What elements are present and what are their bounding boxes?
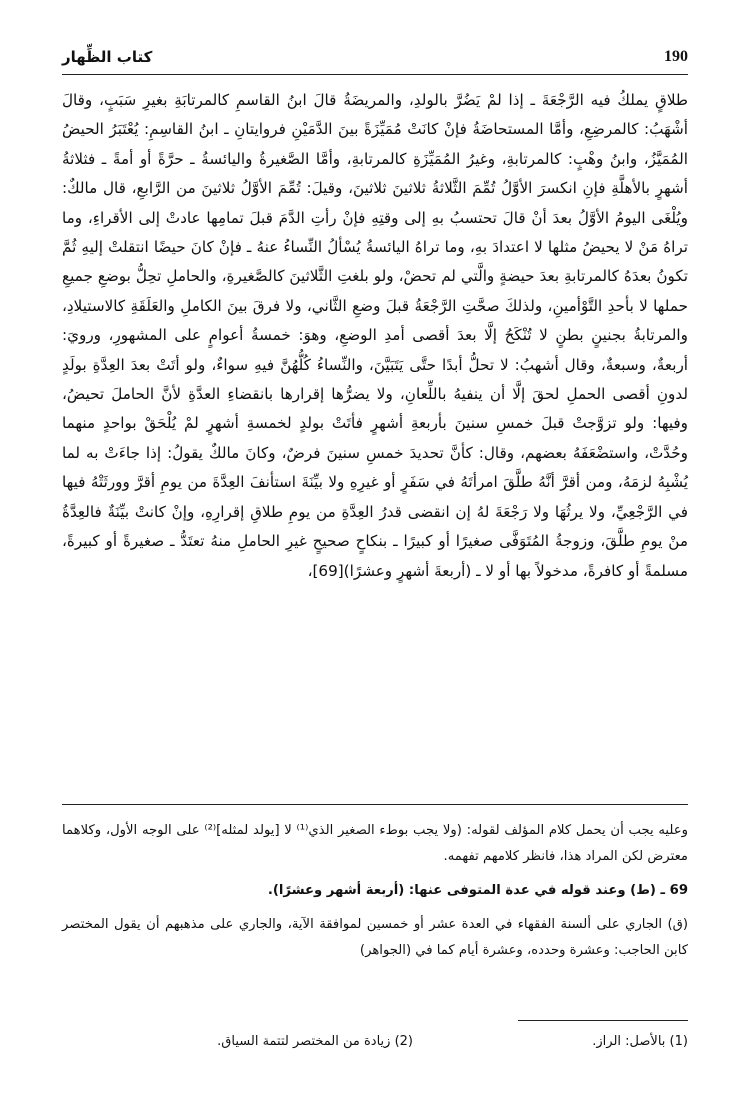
footnote-2: (2) زيادة من المختصر لتتمة السياق. [217, 1034, 413, 1049]
book-title: كتاب الظِّهار [62, 48, 153, 66]
comment-body: (ق) الجاري على ألسنة الفقهاء في العدة عشر أو خمسين لموافقة الآية، والجاري على مذهبهم أن يقول المختصر كابن الحاجب: وعشرة وحدده، وعشرة أيام كما في (الجواهر) [62, 917, 688, 958]
main-paragraph: طلاقٍ يملكُ فيه الرَّجْعَةَ ـ إذا لمْ يَضُرَّ بالولدِ، والمريضَةُ قالَ ابنُ القاسمِ كالمرتابَةِ بغيرِ سَبَبٍ، وقالَ أشْهَبُ: كالمرضِعِ، وأمَّا المستحاضَةُ فإنْ كانَتْ مُمَيِّزَةً بينَ الدَّمَيْنِ فروايتانِ ـ ابنُ القاسِمِ: يُعْتَبَرُ الحيضُ المُمَيَّزُ، وابنُ وهْبٍ: كالمرتابةِ، وغيرُ المُمَيِّزَةِ كالمرتابةِ، وأمَّا الصَّغيرةُ واليائسةُ ـ حرَّةً أو أمةً ـ فثلاثةُ أشهرٍ بالأهلَّةِ فإنِ انكسرَ الأوَّلُ تُمِّمَ الثَّلاثةُ ثلاثينَ ثلاثينَ، وقيلَ: تُمِّمَ الأوَّلُ ثلاثينَ من الرَّابعِ، قال مالكٌ: ويُلْغَى اليومُ الأوَّلُ بعدَ أنْ قالَ تحتسبُ بهِ إلى وقتِهِ فإنْ رأتِ الدَّمَ قبلَ تمامِها عادتْ إلى الأقراءِ، وما تراهُ مَنْ لا يحيضُ مثلها لا اعتدادَ بهِ، وما تراهُ اليائسةُ يُسْألُ النِّساءُ عنهُ ـ فإنْ كانَ حيضًا انتقلتْ إليهِ ثُمَّ تكونُ بعدَهُ كالمرتابةِ بعدَ حيضةٍ والَّتي لم تحضْ، ولو بلغتِ الثَّلاثينَ كالصَّغيرةِ، والحاملِ تحِلُّ بوضعِ جميعِ حملها لا بأحدِ التَّوْأمينِ، ولذلكَ صحَّتِ الرَّجْعَةُ قبلَ وضعِ الثَّاني، ولا فرقَ بينَ الكاملِ والعَلَقَةِ كالاستيلادِ، والمرتابةُ بجنينٍ بطنٍ لا تُنْكَحُ إلَّا بعدَ أقصى أمدِ الوضعِ، وهوَ: خمسةُ أعوامٍ على المشهورِ، ورويَ: أربعةٌ، وسبعةٌ، وقال أشهبُ: لا تحلُّ أبدًا حتَّى يَتَبَيَّنَ، والنِّساءُ كُلُّهُنَّ فيهِ سواءٌ، ولو أتَتْ بعدَ العِدَّةِ بولَدٍ لدونِ أقصى الحملِ لحقَ إلَّا أن ينفيهُ باللِّعانِ، ولا يضرُّها إقرارها بانقضاءِ العدَّةِ لأنَّ الحاملَ تحيضُ، وفيها: ولو تزوَّجتْ قبلَ خمسِ سنينَ بأربعةِ أشهرٍ فأتَتْ بولدٍ لخمسةِ أشهرٍ لمْ يُلْحَقْ بواحدٍ منهما وحُدَّتْ، واستضْعَفَهُ بعضهم، وقال: كأنَّ تحديدَ خمسِ سنينَ فرضٌ، وكانَ مالكٌ يقولُ: إذا جاءَتْ به لما يُشْبِهُ لزمَهُ، ومن أقرَّ أنَّهُ طلَّقَ امرأتَهُ في سَفَرٍ أو غيرِهِ ولا بيِّنَةَ استأنفَ العِدَّةَ من يومِ أقرَّ وورثَتْهُ فيها في الرَّجْعِيِّ، ولا يرثُهَا ولا رَجْعَةَ لهُ إن انقضى قدرُ العِدَّةِ من يومِ طلاقِ إقرارِهِ، وإنْ كانتْ بيِّنَةٌ فالعِدَّةُ منْ يومِ طلَّقَ، وزوجةُ المُتَوَفَّى صغيرًا أو كبيرًا ـ بنكاحٍ صحيحٍ غيرِ الحاملِ منهُ تعتَدُّ ـ صغيرةً أو كبيرةً، مسلمةً أو كافرةً، مدخولاً بها أو لا ـ (أربعةَ أشهرٍ وعشرًا)[69]، [62, 91, 688, 580]
running-header [62, 40, 688, 75]
page-number: 190 [664, 48, 688, 65]
document-page [62, 40, 688, 1070]
note-continuation: وعليه يجب أن يحمل كلام المؤلف لقوله: (ولا يجب بوطء الصغير الذي⁽¹⁾ لا [يولد لمثله]⁽²⁾ على الوجه الأول، وكلاهما معترض لكن المراد هذا، فانظر كلامهم تفهمه. [62, 823, 688, 864]
footnotes [62, 1030, 688, 1054]
footnote-1: (1) بالأصل: الراز. [592, 1034, 688, 1049]
main-text [62, 86, 688, 586]
footnotes-divider [518, 1020, 688, 1021]
notes-divider [62, 804, 688, 805]
comment-heading-line [62, 878, 688, 904]
comment-number: 69 ـ [660, 883, 688, 898]
notes-section [62, 818, 688, 972]
comment-heading: (ط) وعند قوله في عدة المتوفى عنها: (أربعة أشهر وعشرًا). [267, 883, 656, 898]
